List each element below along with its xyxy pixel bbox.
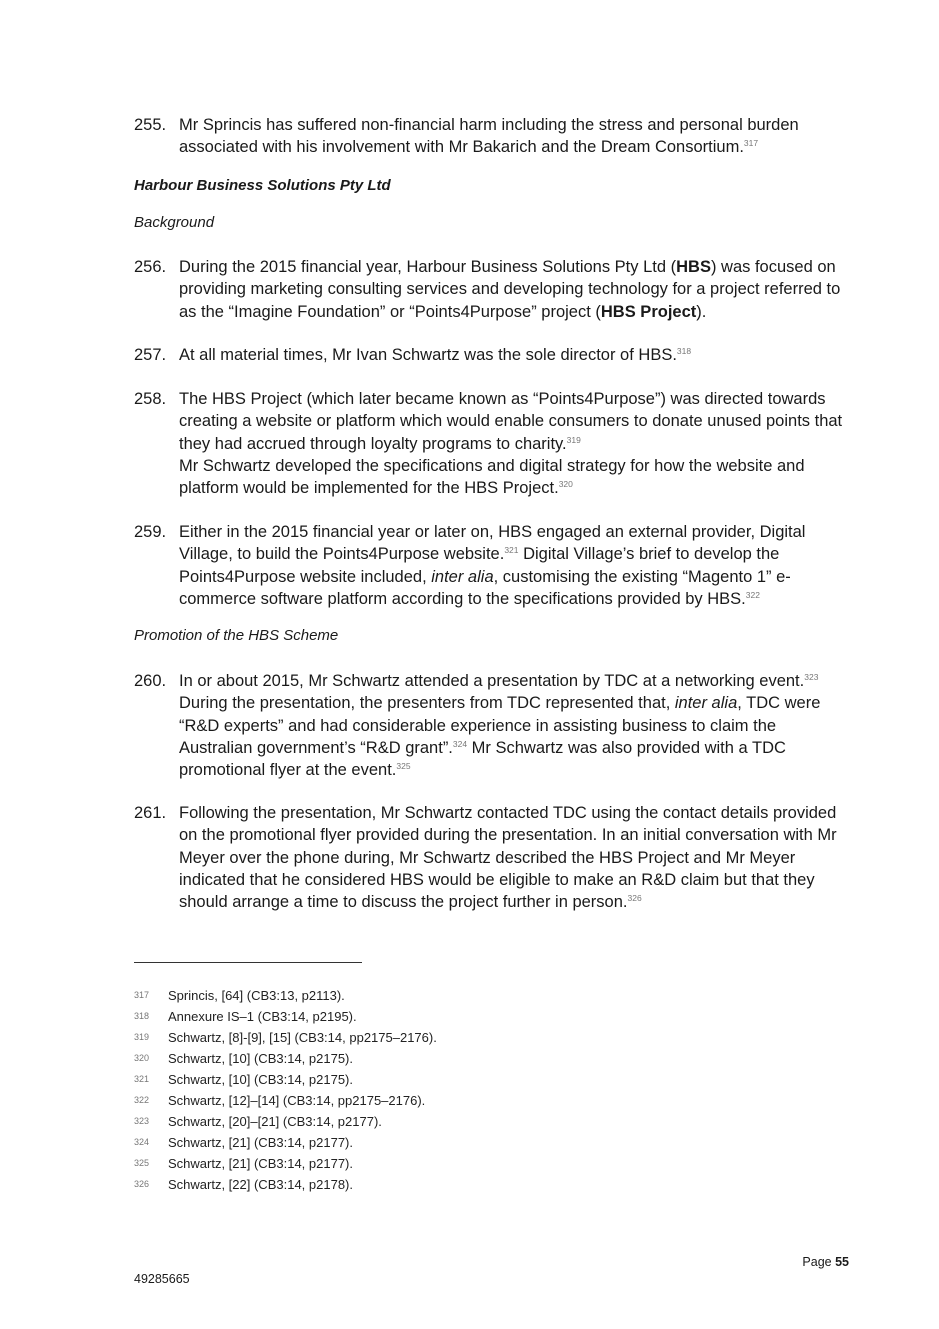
- paragraph-body: [179, 256, 846, 323]
- footnote-text: Schwartz, [12]–[14] (CB3:14, pp2175–2176).: [168, 1093, 426, 1108]
- footnote-number: 324: [134, 1137, 150, 1147]
- paragraph-body: [179, 388, 846, 499]
- text-run: Mr Schwartz was also provided with a TDC promotional flyer at the event.: [179, 738, 786, 780]
- subheading-promotion: Promotion of the HBS Scheme: [134, 627, 339, 644]
- paragraph-number: 259.: [134, 523, 167, 541]
- page-number-value: 55: [835, 1255, 849, 1269]
- footnote-text: Schwartz, [22] (CB3:14, p2178).: [168, 1177, 353, 1192]
- footnote-text: Schwartz, [10] (CB3:14, p2175).: [168, 1051, 353, 1066]
- paragraph-number: 256.: [134, 258, 167, 276]
- text-run: The HBS Project (which later became known as “Points4Purpose”) was directed towards creating a website or platform which would enable consumers to donate unused points that they had accrued through loyalty programs to charity.: [179, 390, 843, 453]
- paragraph-259: [134, 521, 846, 610]
- paragraph-255: [134, 114, 846, 159]
- footnote-number: 318: [134, 1011, 150, 1021]
- footnote-reference: 321: [504, 545, 519, 556]
- text-run: In or about 2015, Mr Schwartz attended a presentation by TDC at a networking event.: [179, 672, 805, 690]
- footnote-text: Schwartz, [21] (CB3:14, p2177).: [168, 1135, 353, 1150]
- defined-term: HBS: [676, 258, 711, 276]
- italic-phrase: inter alia: [431, 567, 494, 586]
- footnote-number: 317: [134, 990, 150, 1000]
- footnote-text: Annexure IS–1 (CB3:14, p2195).: [168, 1009, 357, 1024]
- section-heading: Harbour Business Solutions Pty Ltd: [134, 177, 391, 194]
- subheading-background: Background: [134, 214, 215, 231]
- paragraph-number: 255.: [134, 116, 167, 134]
- text-run: Following the presentation, Mr Schwartz contacted TDC using the contact details provided on the promotional flyer provided during the presentation. In an initial conversation with Mr Meyer over the phone during, Mr Schwartz described the HBS Project and Mr Meyer indicated that he considered HBS would be eligible to make an R&D claim but that they should arrange a time to discuss the project further in person.: [179, 804, 837, 912]
- page-label: Page: [802, 1255, 832, 1269]
- footnote-reference: 324: [452, 738, 468, 749]
- footnote-text: Schwartz, [10] (CB3:14, p2175).: [168, 1072, 353, 1087]
- text-run: , customising the existing “Magento 1” e-commerce software platform according to the specifications provided by HBS.: [179, 567, 791, 608]
- italic-phrase: inter alia: [674, 694, 738, 713]
- paragraph-256: [134, 256, 846, 323]
- footnote-reference: 322: [745, 589, 760, 600]
- paragraph-number: 261.: [134, 804, 167, 822]
- footnote-reference: 317: [743, 138, 759, 149]
- text-run: At all material times, Mr Ivan Schwartz was the sole director of HBS.: [179, 346, 677, 364]
- footnote-number: 322: [134, 1095, 150, 1105]
- footnote-number: 319: [134, 1032, 150, 1042]
- text-run: Digital Village’s brief to develop the Points4Purpose website included,: [179, 545, 780, 586]
- footnote-text: Schwartz, [8]-[9], [15] (CB3:14, pp2175–2176).: [168, 1030, 437, 1045]
- paragraph-257: [134, 344, 846, 366]
- text-run: ).: [696, 302, 707, 321]
- footnote-reference: 319: [566, 434, 581, 445]
- footnote-reference: 320: [558, 479, 573, 490]
- footnote-text: Schwartz, [21] (CB3:14, p2177).: [168, 1156, 353, 1171]
- paragraph-body: [179, 521, 846, 610]
- paragraph-body: [179, 114, 846, 159]
- footnote-separator: [134, 962, 362, 963]
- paragraph-body: [179, 802, 846, 913]
- text-run: , TDC were “R&D experts” and had considerable experience in assisting business to claim the Australian government’s “R&D grant”.: [179, 694, 821, 757]
- page-number: [802, 1255, 849, 1269]
- footnote-text: Schwartz, [20]–[21] (CB3:14, p2177).: [168, 1114, 382, 1129]
- footnote-number: 325: [134, 1158, 150, 1168]
- paragraph-body: [179, 344, 846, 366]
- defined-term: HBS Project: [600, 302, 697, 321]
- footnote-number: 321: [134, 1074, 150, 1084]
- paragraph-number: 257.: [134, 346, 167, 364]
- footnote-reference: 318: [676, 346, 692, 356]
- text-run: Mr Schwartz developed the specifications and digital strategy for how the website and platform would be implemented for the HBS Project.: [179, 456, 805, 498]
- footnote-text: Sprincis, [64] (CB3:13, p2113).: [168, 988, 345, 1003]
- paragraph-260: [134, 670, 846, 781]
- footnote-reference: 323: [804, 672, 819, 682]
- text-run: Mr Sprincis has suffered non-financial harm including the stress and personal burden associated with his involvement with Mr Bakarich and the Dream Consortium.: [179, 116, 799, 157]
- text-run: During the 2015 financial year, Harbour Business Solutions Pty Ltd (: [179, 258, 677, 276]
- paragraph-261: [134, 802, 846, 913]
- footnote-number: 326: [134, 1179, 150, 1189]
- text-run: During the presentation, the presenters from TDC represented that,: [179, 694, 675, 713]
- footnote-number: 323: [134, 1116, 150, 1126]
- paragraph-number: 260.: [134, 672, 167, 690]
- text-run: ) was focused on providing marketing consulting services and developing technology for a project referred to as the “Imagine Foundation” or “Points4Purpose” project (: [179, 258, 841, 321]
- paragraph-body: [179, 670, 846, 781]
- paragraph-number: 258.: [134, 390, 167, 408]
- document-id: 49285665: [134, 1272, 190, 1286]
- footnote-reference: 325: [396, 761, 411, 772]
- footnote-reference: 326: [627, 893, 642, 904]
- text-run: Either in the 2015 financial year or later on, HBS engaged an external provider, Digital Village, to build the Points4Purpose website.: [179, 523, 806, 564]
- footnote-number: 320: [134, 1053, 150, 1063]
- paragraph-258: [134, 388, 846, 499]
